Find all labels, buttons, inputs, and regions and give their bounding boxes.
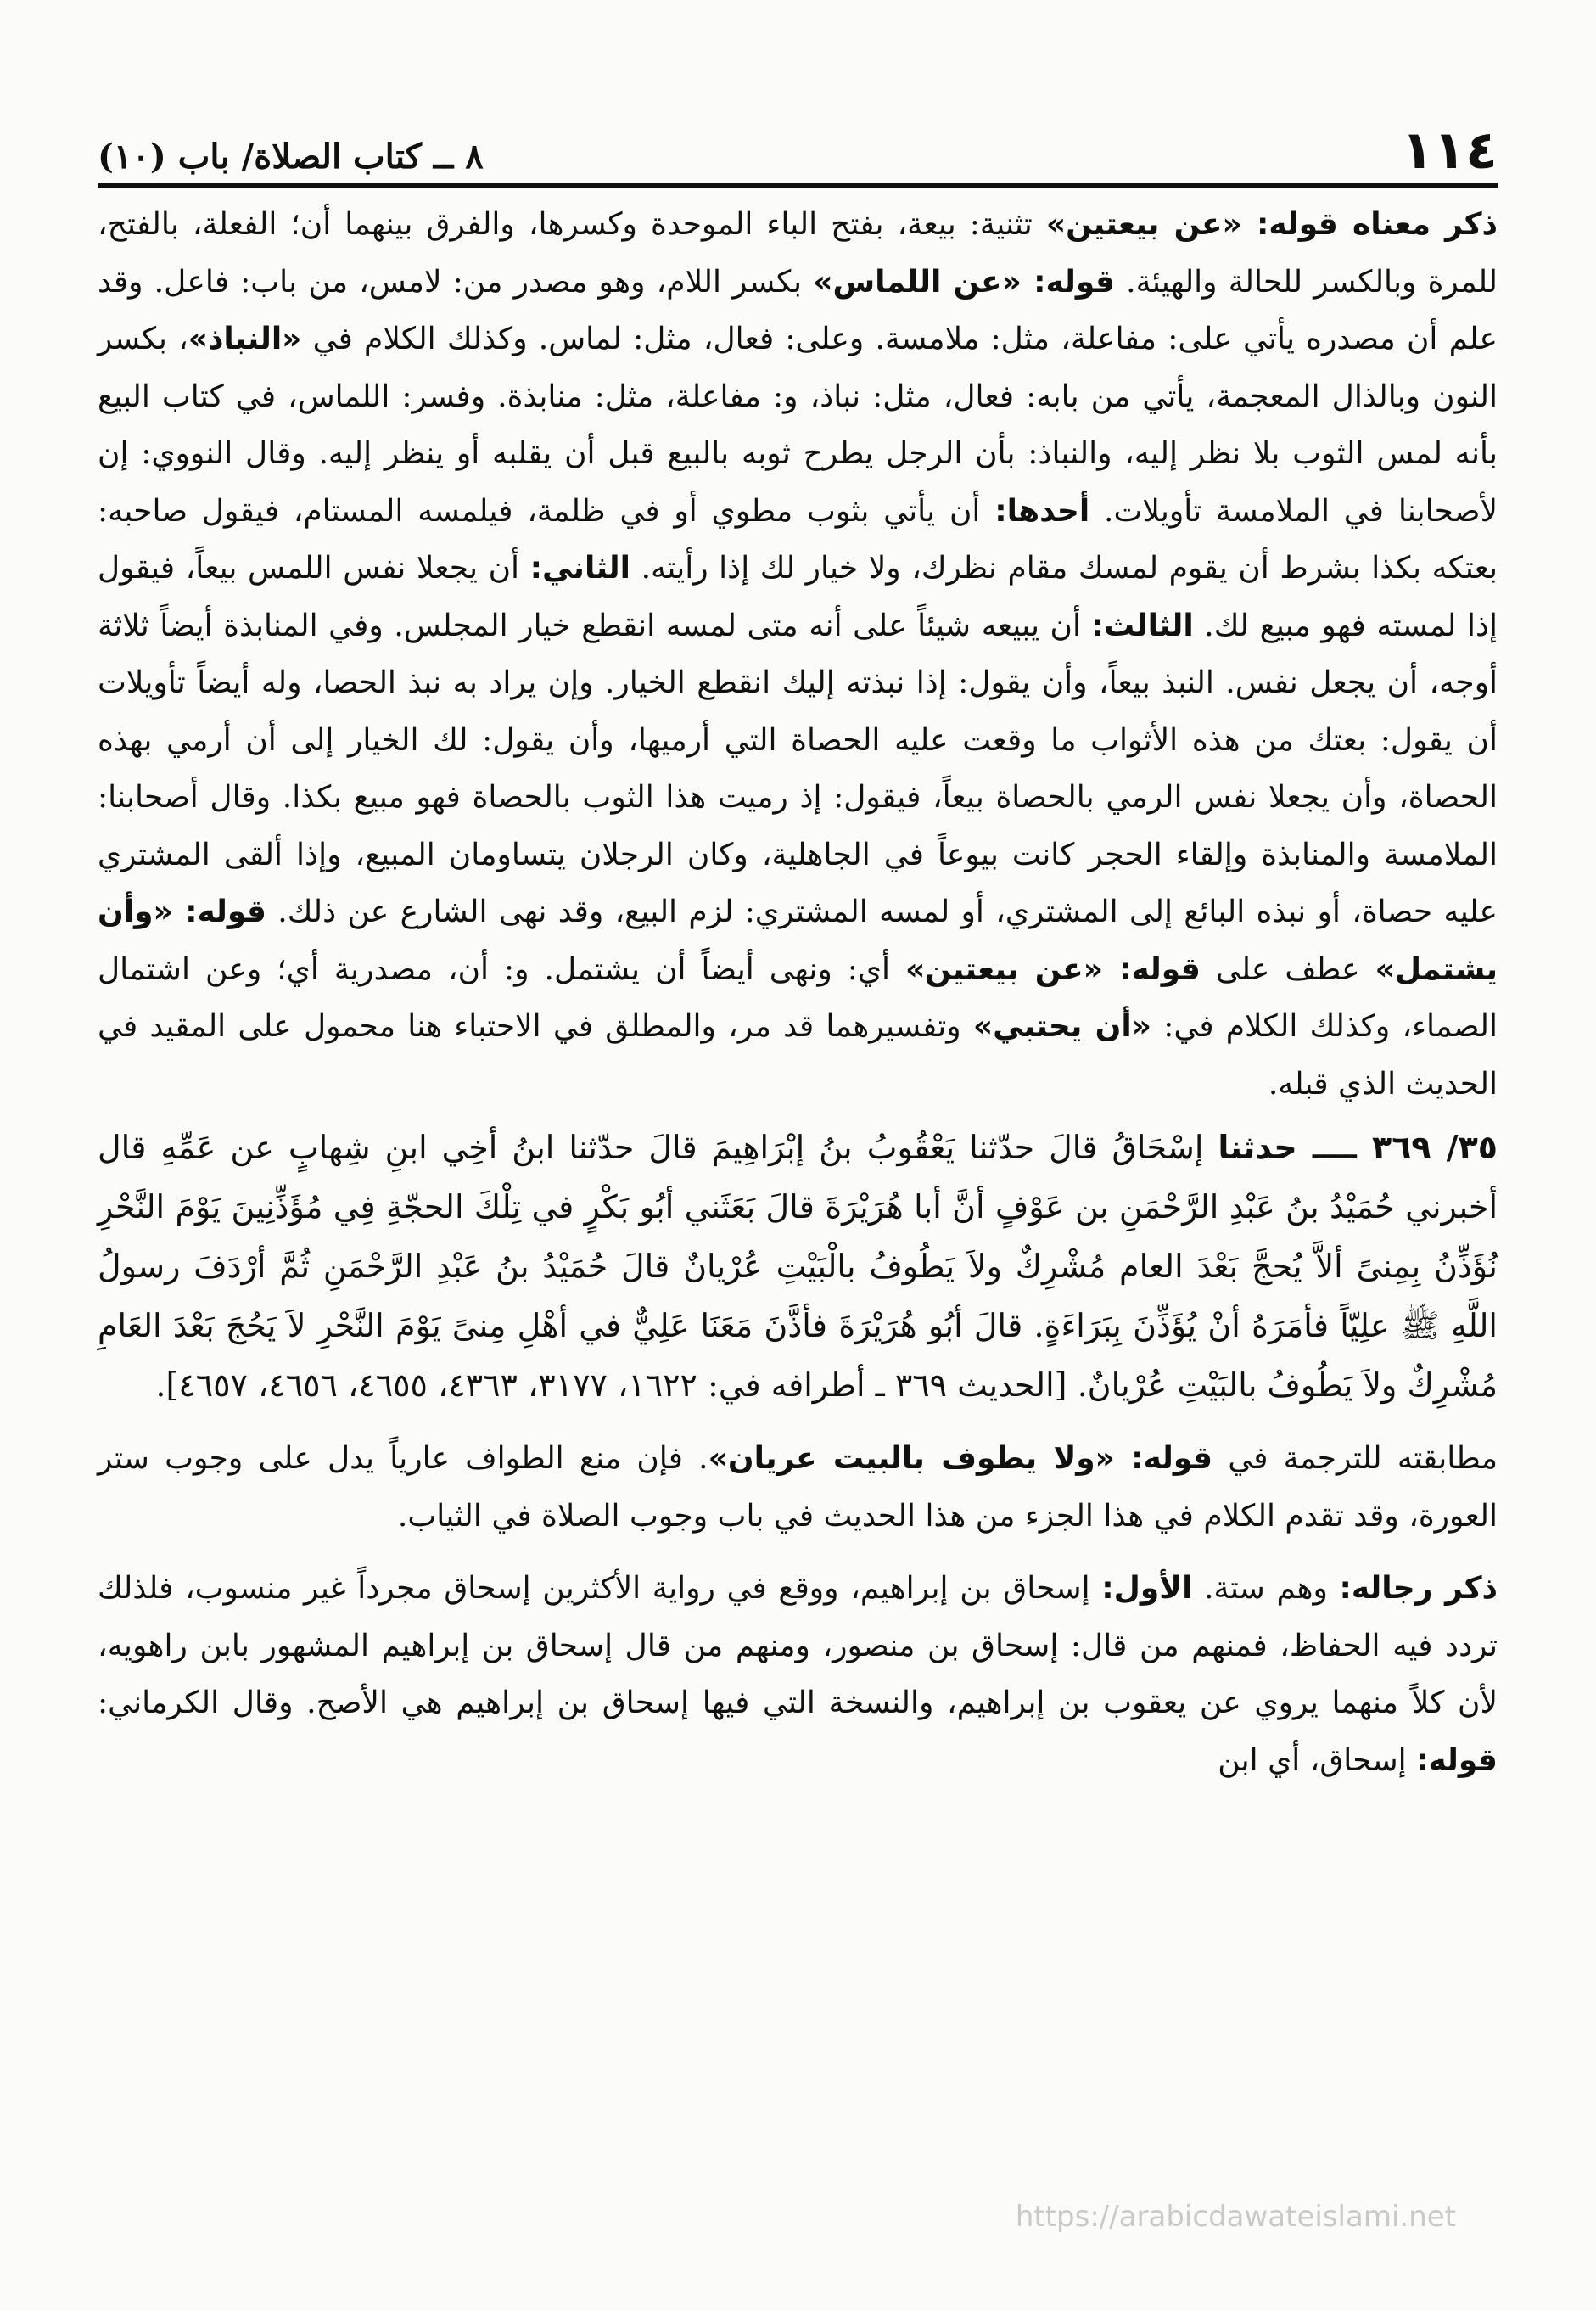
correspondence-quote: قوله: «ولا يطوف بالبيت عريان» xyxy=(708,1441,1213,1476)
commentary-quote: قوله: «عن بيعتين» xyxy=(905,951,1201,987)
hadith-body: إسْحَاقُ قالَ حدّثنا يَعْقُوبُ بنُ إبْرَاهِيمَ قالَ حدّثنا ابنُ أخِي ابنِ شِهابٍ عن عَمِّهِ قال أخبرني حُمَيْدُ بنُ عَبْدِ الرَّحْمَنِ بن عَوْفٍ أنَّ أبا هُرَيْرَةَ قالَ بَعَثَني أبُو بَكْرٍ في تِلْكَ الحجّةِ فِي مُؤَذِّنِينَ يَوْمَ النَّحْرِ نُؤَذِّنُ بِمِنىً ألاَّ يُحجَّ بَعْدَ العام مُشْرِكٌ ولاَ يَطُوفُ بالْبَيْتِ عُرْيانٌ قالَ حُمَيْدُ بنُ عَبْدِ الرَّحْمَنِ ثُمَّ أرْدَفَ رسولُ اللَّهِ ﷺ علِيّاً فأمَرَهُ أنْ يُؤَذِّنَ بِبَرَاءَةٍ. قالَ أبُو هُرَيْرَةَ فأذَّنَ مَعَنَا عَلِيٌّ في أهْلِ مِنىً يَوْمَ النَّحْرِ لاَ يَحُجَ بَعْدَ العَامِ مُشْرِكٌ ولاَ يَطُوفُ بالبَيْتِ عُرْيانٌ. xyxy=(98,1129,1498,1404)
watermark-url: https://arabicdawateislami.net xyxy=(1015,2200,1456,2234)
page-header xyxy=(98,100,1498,183)
commentary-text: أي: ونهى أيضاً أن يشتمل. و: أن، مصدرية أي؛ وعن اشتمال الصماء، وكذلك الكلام في: xyxy=(98,951,1498,1044)
commentary-text: أن يأتي بثوب مطوي أو في ظلمة، فيلمسه المستام، فيقول صاحبه: بعتكه بكذا بشرط أن يقوم لمسك مقام نظرك، ولا خيار لك إذا رأيته. xyxy=(98,493,1498,586)
spacer xyxy=(98,1545,1498,1560)
narrators-text: وهم ستة. xyxy=(1192,1571,1340,1606)
commentary-text: وتفسيرهما قد مر، والمطلق في الاحتباء هنا محمول على المقيد في الحديث الذي قبله. xyxy=(98,1009,1498,1102)
commentary-text: عطف على xyxy=(1200,951,1375,987)
narrators-text: إسحاق، أي ابن xyxy=(1218,1742,1417,1778)
commentary-quote: «أن يحتبي» xyxy=(972,1009,1151,1044)
book-page xyxy=(98,100,1498,2273)
narrators-first-label: الأول: xyxy=(1101,1571,1193,1606)
correspondence-text: . فإن منع الطواف عارياً يدل على وجوب ستر العورة، وقد تقدم الكلام في هذا الجزء من هذا الحديث في باب وجوب الصلاة في الثياب. xyxy=(98,1441,1498,1534)
commentary-text: تثنية: بيعة، بفتح الباء الموحدة وكسرها، والفرق بينهما أن؛ الفعلة، بالفتح، للمرة وبالكسر للحالة والهيئة. xyxy=(98,207,1498,300)
meaning-heading: ذكر معناه قوله: «عن بيعتين» xyxy=(1045,207,1498,242)
narrators-quote: قوله: xyxy=(1416,1742,1498,1778)
page-number: ١١٤ xyxy=(1401,119,1498,181)
hadith-number: ٣٥/ ٣٦٩ ــــ حدثنا xyxy=(1218,1129,1498,1166)
running-title: ٨ ــ كتاب الصلاة/ باب (١٠) xyxy=(98,137,484,177)
header-divider xyxy=(98,183,1498,188)
commentary-quote: الثاني: xyxy=(529,551,631,586)
commentary-quote: الثالث: xyxy=(1091,608,1194,643)
commentary-paragraph xyxy=(98,196,1498,1113)
commentary-text: ، بكسر النون وبالذال المعجمة، يأتي من بابه: فعال، مثل: نباذ، و: مفاعلة، مثل: منابذة. وفسر: اللماس، في كتاب البيع بأنه لمس الثوب بلا نظر إليه، والنباذ: بأن الرجل يطرح ثوبه بالبيع قبل أن يقلبه أو ينظر إليه. وقال النووي: إن لأصحابنا في الملامسة تأويلات. xyxy=(98,322,1498,529)
hadith-text xyxy=(98,1118,1498,1415)
correspondence-paragraph xyxy=(98,1430,1498,1545)
commentary-text: أن يجعلا نفس اللمس بيعاً، فيقول إذا لمسته فهو مبيع لك. xyxy=(98,551,1498,643)
commentary-quote: قوله: «وأن يشتمل» xyxy=(98,895,1498,987)
correspondence-text: مطابقته للترجمة في xyxy=(1212,1441,1498,1476)
narrators-paragraph xyxy=(98,1560,1498,1789)
narrators-heading: ذكر رجاله: xyxy=(1339,1571,1498,1606)
commentary-quote: أحدها: xyxy=(994,493,1090,529)
spacer xyxy=(98,1415,1498,1430)
commentary-text: بكسر اللام، وهو مصدر من: لامس، من باب: فاعل. وقد علم أن مصدره يأتي على: مفاعلة، مثل: ملامسة. وعلى: فعال، مثل: لماس. وكذلك الكلام في xyxy=(98,264,1498,356)
commentary-text: أن يبيعه شيئاً على أنه متى لمسه انقطع خيار المجلس. وفي المنابذة أيضاً ثلاثة أوجه، أن يجعل نفس. النبذ بيعاً، وأن يقول: إذا نبذته إليك انقطع الخيار. وإن يراد به نبذ الحصا، وله أيضاً تأويلات أن يقول: بعتك من هذه الأثواب ما وقعت عليه الحصاة التي أرميها، وأن يقول: لك الخيار إلى أن أرمي بهذه الحصاة، وأن يجعلا نفس الرمي بالحصاة بيعاً، فيقول: إذ رميت هذا الثوب بالحصاة فهو مبيع بكذا. وقال أصحابنا: الملامسة والمنابذة وإلقاء الحجر كانت بيوعاً في الجاهلية، وكان الرجلان يتساومان المبيع، وإذا ألقى المشتري عليه حصاة، أو نبذه البائع إلى المشتري، أو لمسه المشتري: لزم البيع، وقد نهى الشارع عن ذلك. xyxy=(98,608,1498,929)
commentary-quote: قوله: «عن اللماس» xyxy=(813,264,1115,300)
commentary-quote: «النباذ» xyxy=(188,322,302,356)
hadith-reference: [الحديث ٣٦٩ ـ أطرافه في: ١٦٢٢، ٣١٧٧، ٤٣٦٣، ٤٦٥٥، ٤٦٥٦، ٤٦٥٧]. xyxy=(155,1366,1078,1404)
narrators-text: إسحاق بن إبراهيم، ووقع في رواية الأكثرين إسحاق مجرداً غير منسوب، فلذلك تردد فيه الحفاظ، فمنهم من قال: إسحاق بن منصور، ومنهم من قال إسحاق بن إبراهيم المشهور بابن راهويه، لأن كلاً منهما يروي عن يعقوب بن إبراهيم، والنسخة التي فيها إسحاق بن إبراهيم هي الأصح. وقال الكرماني: xyxy=(98,1571,1498,1720)
